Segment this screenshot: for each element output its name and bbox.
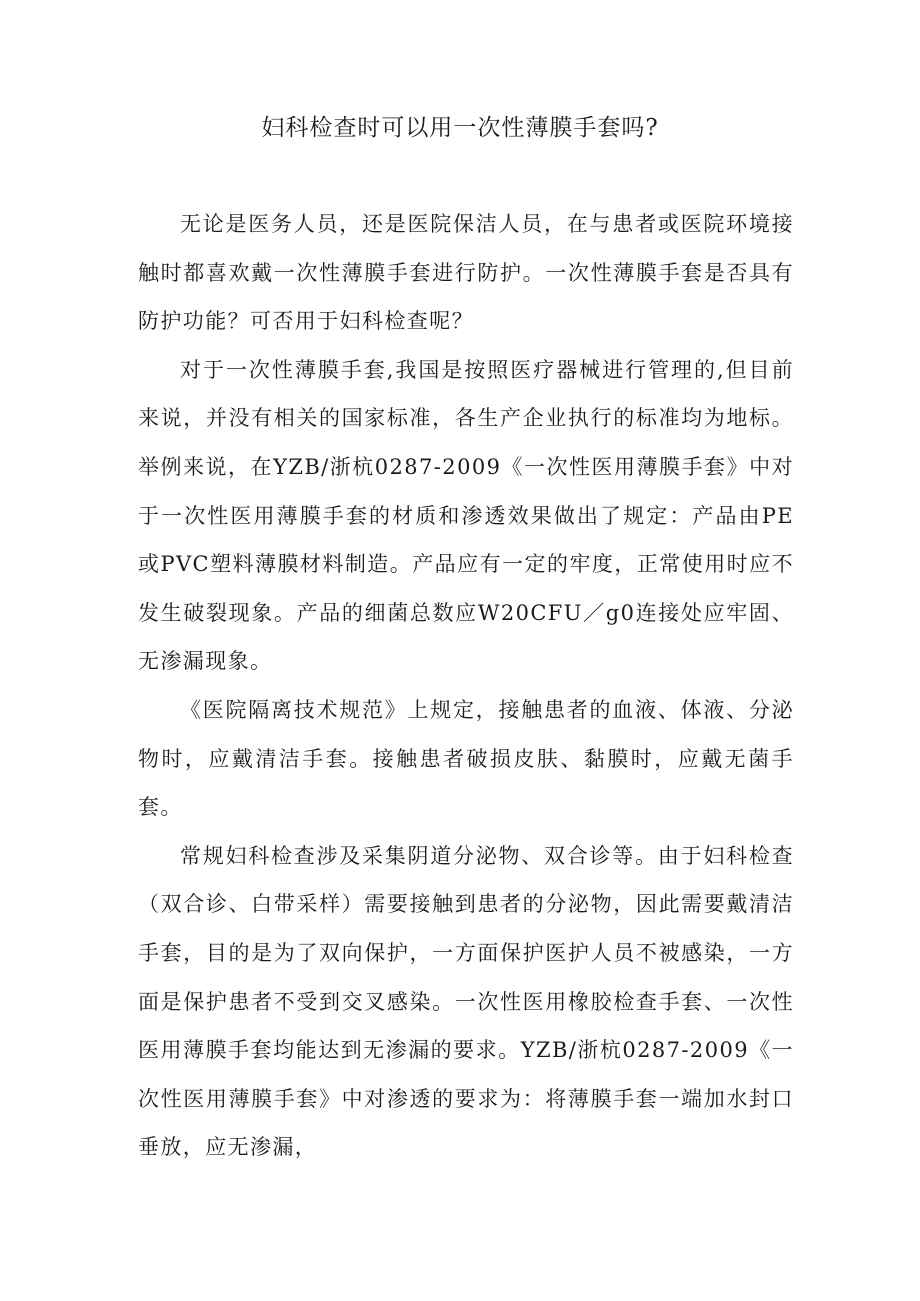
paragraph-gynecological-exam: 常规妇科检查涉及采集阴道分泌物、双合诊等。由于妇科检查（双合诊、白带采样）需要接触到患者的分泌物，因此需要戴清洁手套，目的是为了双向保护，一方面保护医护人员不被感染，一方面是保护患者不受到交叉感染。一次性医用橡胶检查手套、一次性医用薄膜手套均能达到无渗漏的要求。YZB/浙杭0287-2009《一次性医用薄膜手套》中对渗透的要求为：将薄膜手套一端加水封口垂放，应无渗漏， <box>138 843 794 1160</box>
paragraph-regulation-standard: 对于一次性薄膜手套,我国是按照医疗器械进行管理的,但目前来说，并没有相关的国家标准，各生产企业执行的标准均为地标。举例来说，在YZB/浙杭0287-2009《一次性医用薄膜手套》中对于一次性医用薄膜手套的材质和渗透效果做出了规定：产品由PE或PVC塑料薄膜材料制造。产品应有一定的牢度，正常使用时应不发生破裂现象。产品的细菌总数应W20CFU／g0连接处应牢固、无渗漏现象。 <box>138 357 794 674</box>
document-body <box>138 200 794 1172</box>
document-title: 妇科检查时可以用一次性薄膜手套吗? <box>261 115 659 141</box>
paragraph-protection-intro: 无论是医务人员，还是医院保洁人员，在与患者或医院环境接触时都喜欢戴一次性薄膜手套进行防护。一次性薄膜手套是否具有防护功能？可否用于妇科检查呢？ <box>138 212 794 334</box>
paragraph-isolation-spec: 《医院隔离技术规范》上规定，接触患者的血液、体液、分泌物时，应戴清洁手套。接触患者破损皮肤、黏膜时，应戴无菌手套。 <box>138 697 794 820</box>
